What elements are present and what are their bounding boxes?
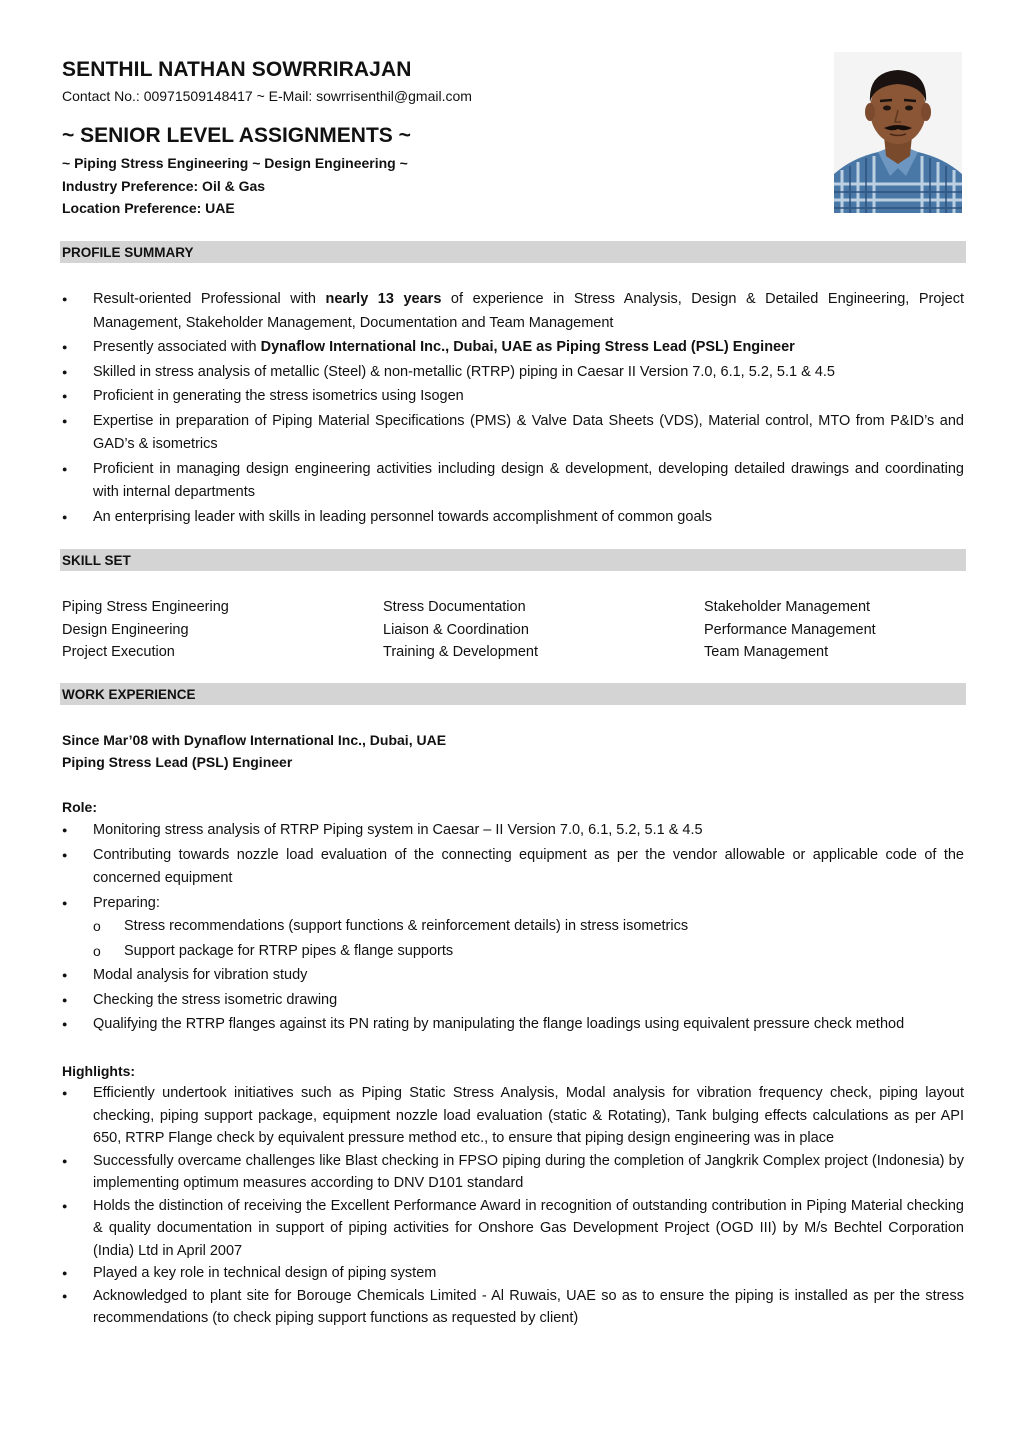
list-item: ● Proficient in generating the stress isometrics using Isogen — [60, 385, 964, 409]
skill-item: Stakeholder Management — [704, 599, 871, 615]
preparing-sublist — [93, 915, 964, 963]
employer-line: Since Mar’08 with Dynaflow International Inc., Dubai, UAE — [62, 732, 447, 748]
skill-item: Project Execution — [62, 644, 175, 660]
section-title: WORK EXPERIENCE — [62, 687, 196, 702]
list-item: ● Played a key role in technical design of piping system — [60, 1262, 964, 1285]
list-item: ● Skilled in stress analysis of metallic (Steel) & non-metallic (RTRP) piping in Caesar II Version 7.0, 6.1, 5.2, 5.1 & 4.5 — [60, 361, 964, 385]
list-item: ● Checking the stress isometric drawing — [60, 989, 964, 1013]
profile-summary-list — [60, 288, 964, 530]
list-item: ● Acknowledged to plant site for Borouge Chemicals Limited - Al Ruwais, UAE so as to ensure the piping is installed as per the stress recommendations (to check piping support functions as requested by client) — [60, 1285, 964, 1330]
list-item: ● Successfully overcame challenges like Blast checking in FPSO piping during the completion of Jangkrik Complex project (Indonesia) by implementing optimum measures according to DNV D101 standard — [60, 1150, 964, 1195]
highlights-label: Highlights: — [62, 1063, 136, 1079]
skill-column-1 — [62, 596, 229, 664]
contact-line: Contact No.: 00971509148417 ~ E-Mail: sowrrisenthil@gmail.com — [62, 88, 472, 104]
list-item: ● Modal analysis for vibration study — [60, 964, 964, 988]
list-item: ● Expertise in preparation of Piping Material Specifications (PMS) & Valve Data Sheets (VDS), Material control, MTO from P&ID’s and GAD’s & isometrics — [60, 410, 964, 457]
list-item: ● Presently associated with Dynaflow International Inc., Dubai, UAE as Piping Stress Lead (PSL) Engineer — [60, 336, 964, 360]
skill-column-2 — [383, 596, 538, 664]
skill-column-3 — [704, 596, 876, 664]
position-line: Piping Stress Lead (PSL) Engineer — [62, 754, 293, 770]
role-label: Role: — [62, 799, 97, 815]
skill-item: Training & Development — [383, 644, 539, 660]
skill-item: Stress Documentation — [383, 599, 526, 615]
sub-list-item: o Support package for RTRP pipes & flange supports — [93, 940, 964, 964]
role-list — [60, 819, 964, 1038]
list-item: ● Result-oriented Professional with nearly 13 years of experience in Stress Analysis, Design & Detailed Engineering, Project Management, Stakeholder Management, Documentation and Team Management — [60, 288, 964, 335]
section-title: PROFILE SUMMARY — [62, 245, 194, 260]
location-preference: Location Preference: UAE — [62, 200, 235, 216]
list-item: ● An enterprising leader with skills in leading personnel towards accomplishment of common goals — [60, 506, 964, 530]
section-title: SKILL SET — [62, 553, 131, 568]
candidate-name: SENTHIL NATHAN SOWRRIRAJAN — [62, 58, 412, 81]
section-header-skill-set — [60, 549, 966, 571]
list-item: ● Proficient in managing design engineering activities including design & development, developing detailed drawings and coordinating with internal departments — [60, 458, 964, 505]
headline: ~ SENIOR LEVEL ASSIGNMENTS ~ — [62, 124, 411, 147]
skill-item: Team Management — [704, 644, 829, 660]
list-item: ● Efficiently undertook initiatives such as Piping Static Stress Analysis, Modal analysis for vibration frequency check, piping layout checking, piping support package, equipment nozzle load evaluation (static & Rotating), Tank bulging effects calculations as per API 650, RTRP Flange check by equivalent pressure method etc., to ensure that piping design engineering was in place — [60, 1082, 964, 1150]
skill-item: Piping Stress Engineering — [62, 599, 229, 615]
industry-preference: Industry Preference: Oil & Gas — [62, 178, 266, 194]
section-header-work-experience — [60, 683, 966, 705]
subheadline: ~ Piping Stress Engineering ~ Design Engineering ~ — [62, 155, 408, 171]
skill-item: Design Engineering — [62, 621, 189, 638]
list-item: ● Preparing: o Stress recommendations (support functions & reinforcement details) in stress isometrics o Support package for RTRP pipes & flange supports — [60, 892, 964, 964]
skill-item: Liaison & Coordination — [383, 621, 529, 638]
highlights-list — [60, 1082, 964, 1330]
sub-list-item: o Stress recommendations (support functions & reinforcement details) in stress isometrics — [93, 915, 964, 939]
section-header-profile-summary — [60, 241, 966, 263]
list-item: ● Contributing towards nozzle load evaluation of the connecting equipment as per the vendor allowable or applicable code of the concerned equipment — [60, 844, 964, 891]
skill-item: Performance Management — [704, 621, 876, 638]
list-item: ● Holds the distinction of receiving the Excellent Performance Award in recognition of outstanding contribution in Piping Material checking & quality documentation in support of piping activities for Onshore Gas Development Project (OGD III) by M/s Bechtel Corporation (India) Ltd in April 2007 — [60, 1195, 964, 1263]
list-item: ● Qualifying the RTRP flanges against its PN rating by manipulating the flange loadings using equivalent pressure check method — [60, 1013, 964, 1037]
list-item: ● Monitoring stress analysis of RTRP Piping system in Caesar – II Version 7.0, 6.1, 5.2, 5.1 & 4.5 — [60, 819, 964, 843]
profile-photo — [834, 52, 962, 213]
